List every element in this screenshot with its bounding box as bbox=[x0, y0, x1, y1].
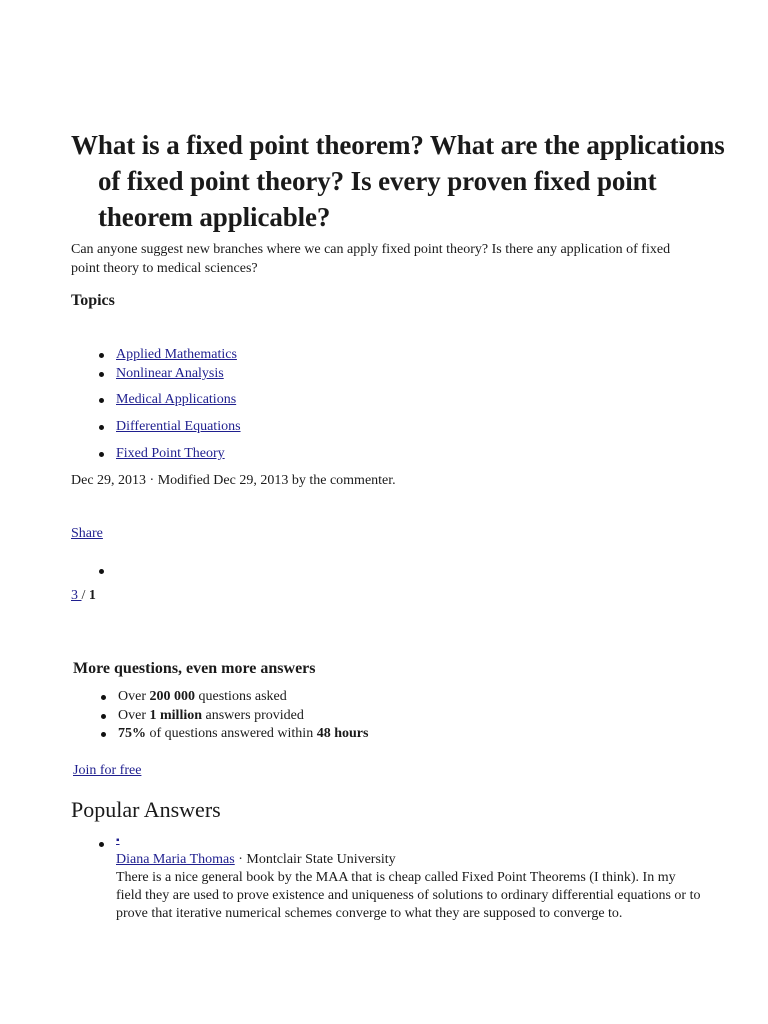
stat-strong: 75% bbox=[118, 726, 146, 741]
stat-questions-asked bbox=[118, 688, 287, 706]
bullet-icon bbox=[99, 372, 104, 377]
bullet-icon bbox=[101, 695, 106, 700]
share-link[interactable]: Share bbox=[71, 526, 103, 541]
votes-total: 1 bbox=[88, 588, 96, 603]
more-questions-heading: More questions, even more answers bbox=[73, 660, 316, 677]
votes-separator: / bbox=[81, 588, 89, 603]
topics-heading: Topics bbox=[71, 292, 115, 309]
stat-text: answers provided bbox=[202, 708, 304, 723]
answer-body: There is a nice general book by the MAA that is cheap called Fixed Point Theorems (I think). In my field they are used to prove existence and uniqueness of solutions to ordinary differential equations or to prove that iterative numerical schemes converge to what they are supposed to converge to. bbox=[116, 870, 701, 921]
bullet-icon bbox=[99, 452, 104, 457]
stat-strong: 200 000 bbox=[149, 689, 195, 704]
question-description: Can anyone suggest new branches where we can apply fixed point theory? Is there any application of fixed point theory to medical sciences? bbox=[71, 242, 671, 276]
bullet-icon bbox=[99, 569, 104, 574]
stat-text: of questions answered within bbox=[146, 726, 317, 741]
stat-text: Over bbox=[118, 689, 150, 704]
topic-link-differential-equations[interactable]: Differential Equations bbox=[116, 419, 241, 434]
answer-author-line bbox=[116, 851, 396, 869]
topic-link-applied-mathematics[interactable]: Applied Mathematics bbox=[116, 347, 237, 362]
topic-link-medical-applications[interactable]: Medical Applications bbox=[116, 392, 237, 407]
stat-answers-provided bbox=[118, 707, 304, 725]
stat-text: questions asked bbox=[195, 689, 287, 704]
answer-author-link[interactable]: Diana Maria Thomas bbox=[116, 852, 235, 867]
vote-count bbox=[71, 587, 96, 605]
answer-affiliation: · Montclair State University bbox=[234, 852, 396, 867]
join-for-free-link[interactable]: Join for free bbox=[73, 763, 142, 778]
bullet-icon bbox=[99, 398, 104, 403]
question-title: What is a fixed point theorem? What are the applications of fixed point theory? Is every proven fixed point theorem applicable? bbox=[71, 130, 725, 232]
answer-avatar-link[interactable]: ▪ bbox=[116, 835, 120, 846]
stat-text: Over bbox=[118, 708, 150, 723]
stat-strong: 1 million bbox=[149, 708, 203, 723]
topic-link-fixed-point-theory[interactable]: Fixed Point Theory bbox=[116, 446, 225, 461]
bullet-icon bbox=[99, 842, 104, 847]
bullet-icon bbox=[101, 714, 106, 719]
votes-link[interactable]: 3 bbox=[71, 588, 82, 603]
bullet-icon bbox=[99, 353, 104, 358]
bullet-icon bbox=[101, 732, 106, 737]
popular-answers-heading: Popular Answers bbox=[71, 797, 221, 822]
question-dateline: Dec 29, 2013 · Modified Dec 29, 2013 by the commenter. bbox=[71, 473, 396, 488]
bullet-icon bbox=[99, 425, 104, 430]
topic-link-nonlinear-analysis[interactable]: Nonlinear Analysis bbox=[116, 366, 224, 381]
stat-strong: 48 hours bbox=[316, 726, 369, 741]
stat-answered-rate bbox=[118, 725, 368, 743]
